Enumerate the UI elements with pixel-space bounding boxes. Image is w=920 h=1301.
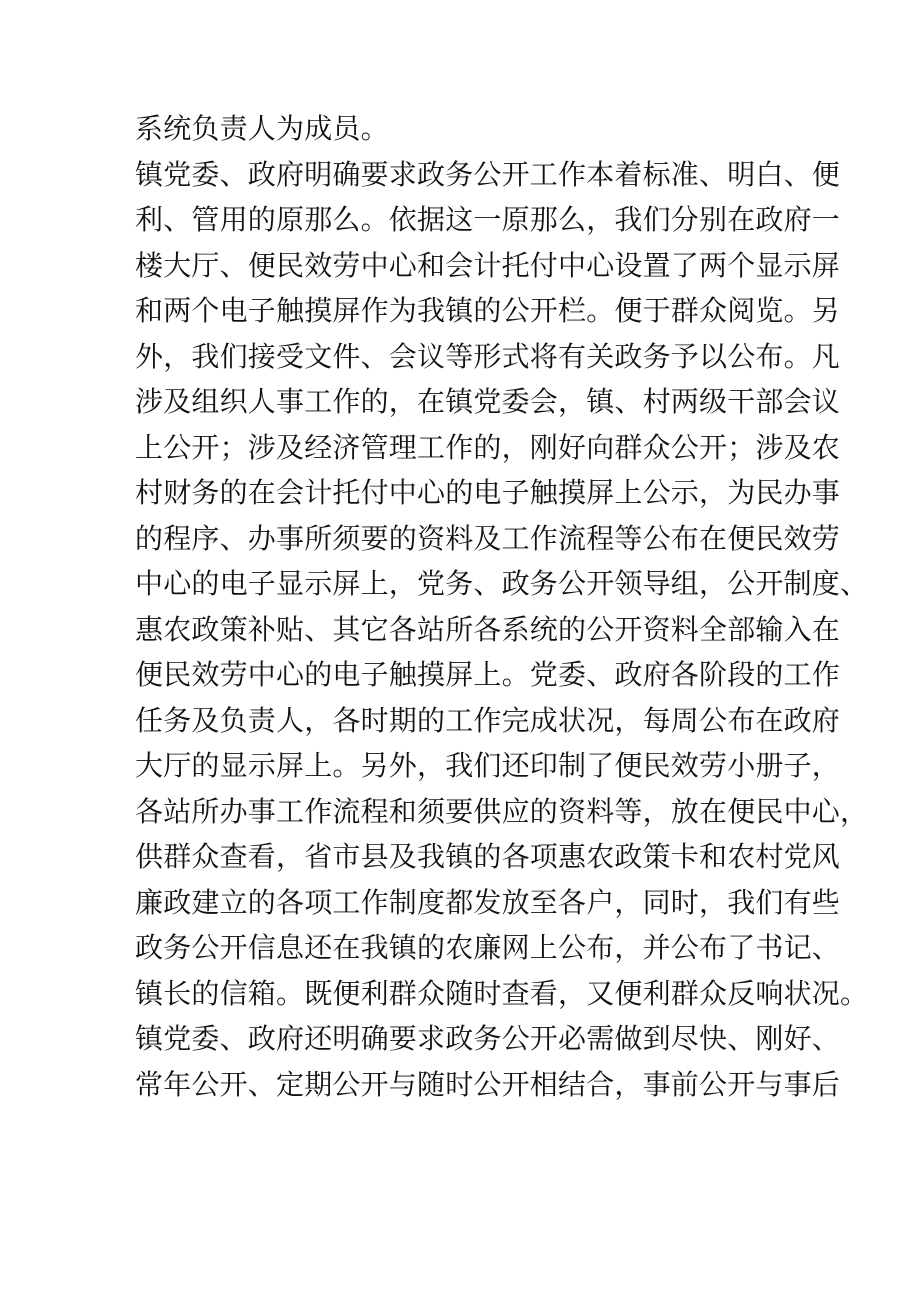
text-line: 的程序、办事所须要的资料及工作流程等公布在便民效劳 [135, 521, 841, 555]
text-line: 供群众查看，省市县及我镇的各项惠农政策卡和农村党风 [135, 840, 841, 873]
text-line: 镇党委、政府明确要求政务公开工作本着标准、明白、便 [135, 157, 841, 191]
text-line: 镇党委、政府还明确要求政务公开必需做到尽快、刚好、 [135, 1022, 841, 1055]
text-line: 任务及负责人，各时期的工作完成状况，每周公布在政府 [135, 703, 841, 737]
text-line: 镇长的信箱。既便利群众随时查看，又便利群众反响状况。 [135, 976, 869, 1010]
body-text [135, 106, 869, 1107]
text-line: 涉及组织人事工作的，在镇党委会，镇、村两级干部会议 [135, 385, 841, 418]
text-line: 大厅的显示屏上。另外，我们还印制了便民效劳小册子， [135, 749, 841, 782]
text-line: 各站所办事工作流程和须要供应的资料等，放在便民中心， [135, 794, 869, 828]
text-line: 廉政建立的各项工作制度都发放至各户，同时，我们有些 [135, 885, 841, 919]
text-line: 常年公开、定期公开与随时公开相结合，事前公开与事后 [135, 1067, 841, 1101]
text-line: 楼大厅、便民效劳中心和会计托付中心设置了两个显示屏 [135, 248, 841, 282]
text-line: 中心的电子显示屏上，党务、政务公开领导组，公开制度、 [135, 567, 869, 600]
text-line: 外，我们接受文件、会议等形式将有关政务予以公布。凡 [135, 339, 841, 373]
text-line: 村财务的在会计托付中心的电子触摸屏上公示，为民办事 [135, 476, 841, 509]
text-line: 便民效劳中心的电子触摸屏上。党委、政府各阶段的工作 [135, 658, 841, 691]
text-line: 系统负责人为成员。 [135, 112, 389, 145]
text-line: 利、管用的原那么。依据这一原那么，我们分别在政府一 [135, 203, 841, 236]
text-line: 政务公开信息还在我镇的农廉网上公布，并公布了书记、 [135, 931, 841, 964]
text-line: 惠农政策补贴、其它各站所各系统的公开资料全部输入在 [135, 612, 841, 646]
text-line: 上公开；涉及经济管理工作的，刚好向群众公开；涉及农 [135, 430, 841, 464]
text-line: 和两个电子触摸屏作为我镇的公开栏。便于群众阅览。另 [135, 294, 841, 327]
